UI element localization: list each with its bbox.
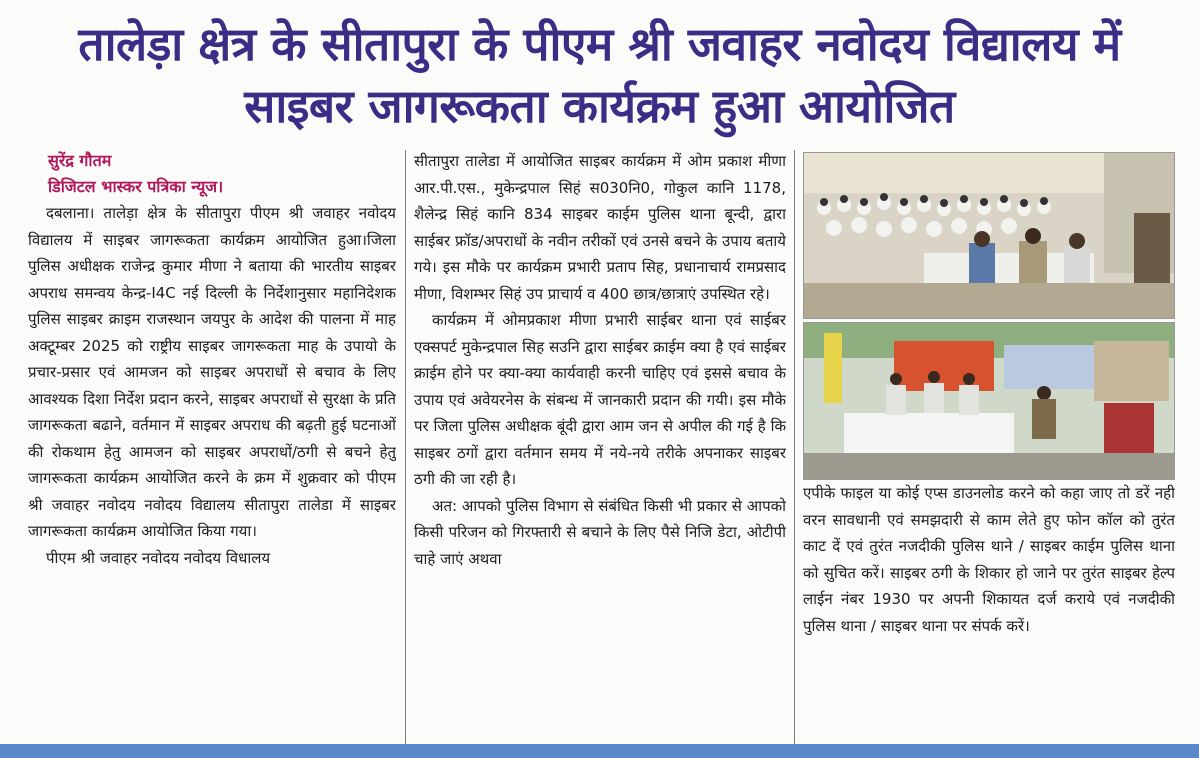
byline-publication: डिजिटल भास्कर पत्रिका न्यूज।	[48, 177, 224, 196]
article-column-2	[414, 148, 786, 748]
students-photo-illustration	[804, 153, 1174, 318]
column2-paragraph-2: कार्यक्रम में ओमप्रकाश मीणा प्रभारी साईबर थाना एवं साईबर एक्सपर्ट मुकेन्द्रपाल सिह सउनि द्वारा साईबर क्राईम क्या है एवं साईबर क्राईम होने पर क्या-क्या कार्यवाही करनी चाहिए एवं इससे बचाव के उपाय एवं अवेयरनेस के संबन्ध में जानकारी प्रदान की गयी। इस मौके पर जिला पुलिस अधीक्षक बूंदी द्वारा आम जन से अपील की गई है कि साइबर ठगों द्वारा वर्तमान समय में नये-नये तरीके अपनाकर साइबर ठगी की जा रही है।	[414, 311, 786, 488]
event-photo-stage	[803, 322, 1175, 480]
page-bottom-bar	[0, 744, 1199, 758]
column3-paragraph-1: एपीके फाइल या कोई एप्स डाउनलोड करने को कहा जाए तो डरें नही वरन सावधानी एवं समझदारी से काम लेते हुए फोन कॉल को तुरंत काट दें एवं तुरंत नजदीकी पुलिस थाने / साइबर काईम पुलिस थाना को सुचित करें। साइबर ठगी के शिकार हो जाने पर तुरंत साइबर हेल्प लाईन नंबर 1930 पर अपनी शिकायत दर्ज कराये एवं नजदीकी पुलिस थाना / साइबर थाना पर संपर्क करें।	[803, 484, 1175, 635]
headline-line-2: साइबर जागरूकता कार्यक्रम हुआ आयोजित	[244, 79, 955, 133]
column-divider-2	[794, 150, 795, 744]
article-column-3	[803, 480, 1175, 750]
stage-photo-illustration	[804, 323, 1174, 479]
headline	[0, 0, 1199, 140]
column2-paragraph-3: अत: आपको पुलिस विभाग से संबंधित किसी भी प्रकार से आपको किसी परिजन को गिरफ्तारी से बचाने के लिए पैसे निजि डेटा, ओटीपी चाहे जाएं अथवा	[414, 496, 786, 568]
event-photo-students	[803, 152, 1175, 319]
column-divider-1	[405, 150, 406, 744]
column1-paragraph-1: दबलाना। तालेड़ा क्षेत्र के सीतापुरा पीएम श्री जवाहर नवोदय विद्यालय में साइबर जागरूकता कार्यक्रम आयोजित हुआ।जिला पुलिस अधीक्षक राजेन्द्र कुमार मीणा ने बताया की भारतीय साइबर अपराध समन्वय केन्द्र-I4C नई दिल्ली के निर्देशानुसार महानिदेशक पुलिस साइबर क्राइम राजस्थान जयपुर के आदेश की पालना में माह अक्टूम्बर 2025 को राष्ट्रीय साइबर जागरूकता माह के उपायो के प्रचार-प्रसार एवं आमजन को साइबर अपराधों से बचाव के लिए आवश्यक दिशा निर्देश प्रदान करने, साइबर अपराधों से सुरक्षा के प्रति जागरूकता बढाने, वर्तमान में साइबर अपराध की बढ़ती हुई घटनाओं की रोकथाम हेतु आमजन को साइबर अपराधों/ठगी से बचने हेतु जागरूकता कार्यक्रम आयोजित करने के क्रम में शुक्रवार को पीएम श्री जवाहर नवोदय नवोदय विद्यालय सीतापुरा तालेडा में साइबर जागरूकता कार्यक्रम आयोजित किया गया।	[28, 204, 396, 540]
column1-paragraph-2: पीएम श्री जवाहर नवोदय नवोदय विधालय	[46, 548, 271, 567]
byline-author: सुरेंद्र गौतम	[48, 151, 112, 170]
column2-paragraph-1: सीतापुरा तालेडा में आयोजित साइबर कार्यक्रम में ओम प्रकाश मीणा आर.पी.एस., मुकेन्द्रपाल सिहं स030नि0, गोकुल कानि 1178, शैलेन्द्र सिहं कानि 834 साइबर काईम पुलिस थाना बून्दी, द्वारा साईबर फ्रॉड/अपराधों के नवीन तरीकों एवं उनसे बचने के उपाय बताये गये। इस मौके पर कार्यक्रम प्रभारी प्रताप सिह, प्रधानाचार्य रामप्रसाद मीणा, विशम्भर सिहं उप प्राचार्य व 400 छात्र/छात्राएं उपस्थित रहे।	[414, 152, 786, 303]
article-column-1	[28, 148, 396, 748]
headline-line-1: तालेड़ा क्षेत्र के सीतापुरा के पीएम श्री जवाहर नवोदय विद्यालय में	[78, 17, 1121, 71]
